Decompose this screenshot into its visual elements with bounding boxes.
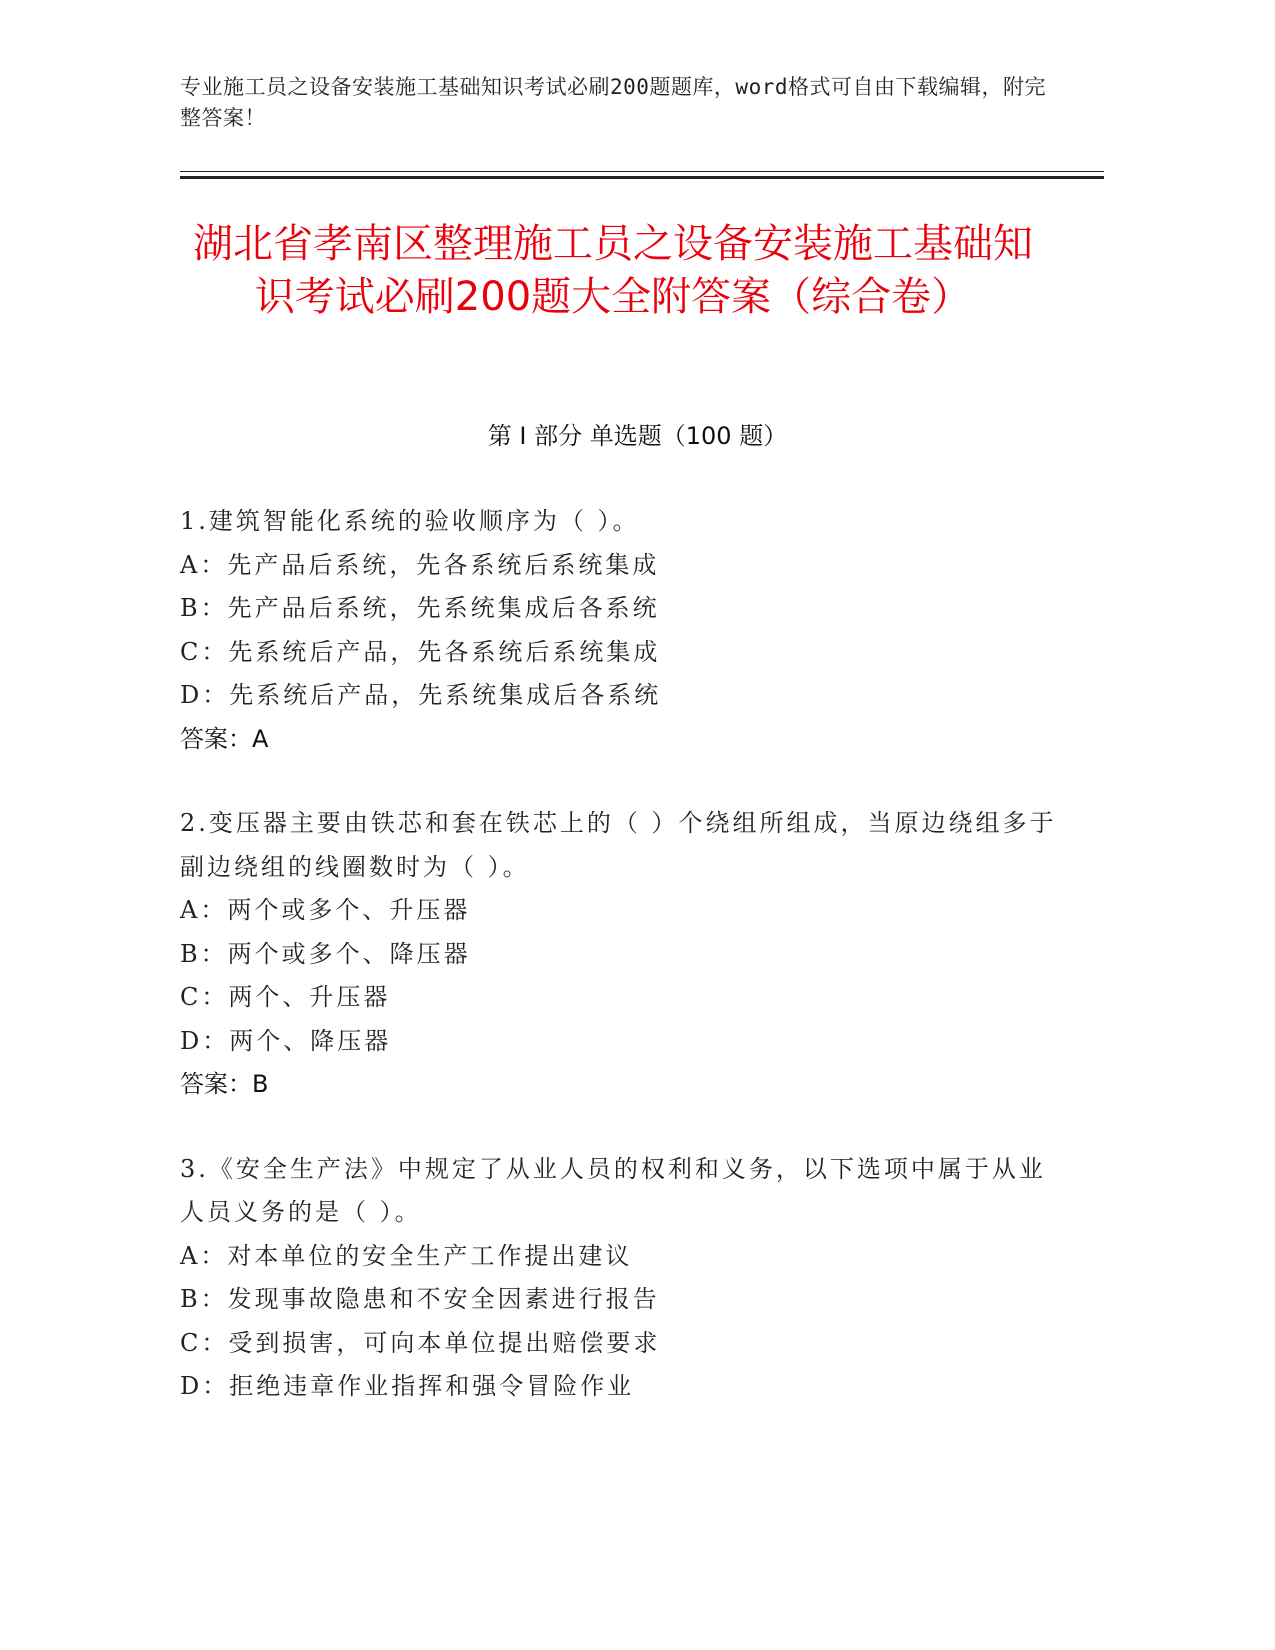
section-title: 第 I 部分 单选题（100 题） bbox=[487, 422, 788, 450]
question-3 bbox=[180, 1148, 1060, 1409]
option-a: A：先产品后系统，先各系统后系统集成 bbox=[180, 550, 660, 579]
option-b: B：先产品后系统，先系统集成后各系统 bbox=[180, 594, 660, 622]
header-divider-thick bbox=[180, 176, 1104, 179]
question-1 bbox=[180, 500, 1060, 761]
option-c: C：先系统后产品，先各系统后系统集成 bbox=[180, 637, 661, 666]
question-stem: 2.变压器主要由铁芯和套在铁芯上的（ ）个绕组所组成，当原边绕组多于副边绕组的线圈数时为（ ）。 bbox=[180, 809, 1057, 881]
answer: 答案：A bbox=[180, 724, 269, 753]
option-c: C：两个、升压器 bbox=[180, 983, 391, 1011]
option-d: D：两个、降压器 bbox=[180, 1026, 392, 1055]
question-2 bbox=[180, 802, 1060, 1107]
option-a: A：两个或多个、升压器 bbox=[180, 896, 471, 924]
option-d: D：先系统后产品，先系统集成后各系统 bbox=[180, 681, 662, 709]
option-c: C：受到损害，可向本单位提出赔偿要求 bbox=[180, 1328, 661, 1357]
question-list bbox=[180, 500, 1060, 1450]
option-b: B：发现事故隐患和不安全因素进行报告 bbox=[180, 1285, 660, 1313]
question-stem: 1.建筑智能化系统的验收顺序为（ ）。 bbox=[180, 507, 640, 535]
answer: 答案：B bbox=[180, 1070, 269, 1098]
option-b: B：两个或多个、降压器 bbox=[180, 939, 471, 968]
header-divider-thin bbox=[180, 171, 1104, 172]
option-d: D：拒绝违章作业指挥和强令冒险作业 bbox=[180, 1372, 635, 1400]
option-a: A：对本单位的安全生产工作提出建议 bbox=[180, 1241, 633, 1270]
document-title: 湖北省孝南区整理施工员之设备安装施工基础知识考试必刷200题大全附答案（综合卷） bbox=[193, 221, 1033, 320]
header-note: 专业施工员之设备安装施工基础知识考试必刷200题题库，word格式可自由下载编辑，附完整答案！ bbox=[180, 75, 1046, 130]
question-stem: 3.《安全生产法》中规定了从业人员的权利和义务，以下选项中属于从业人员义务的是（ ）。 bbox=[180, 1154, 1046, 1226]
